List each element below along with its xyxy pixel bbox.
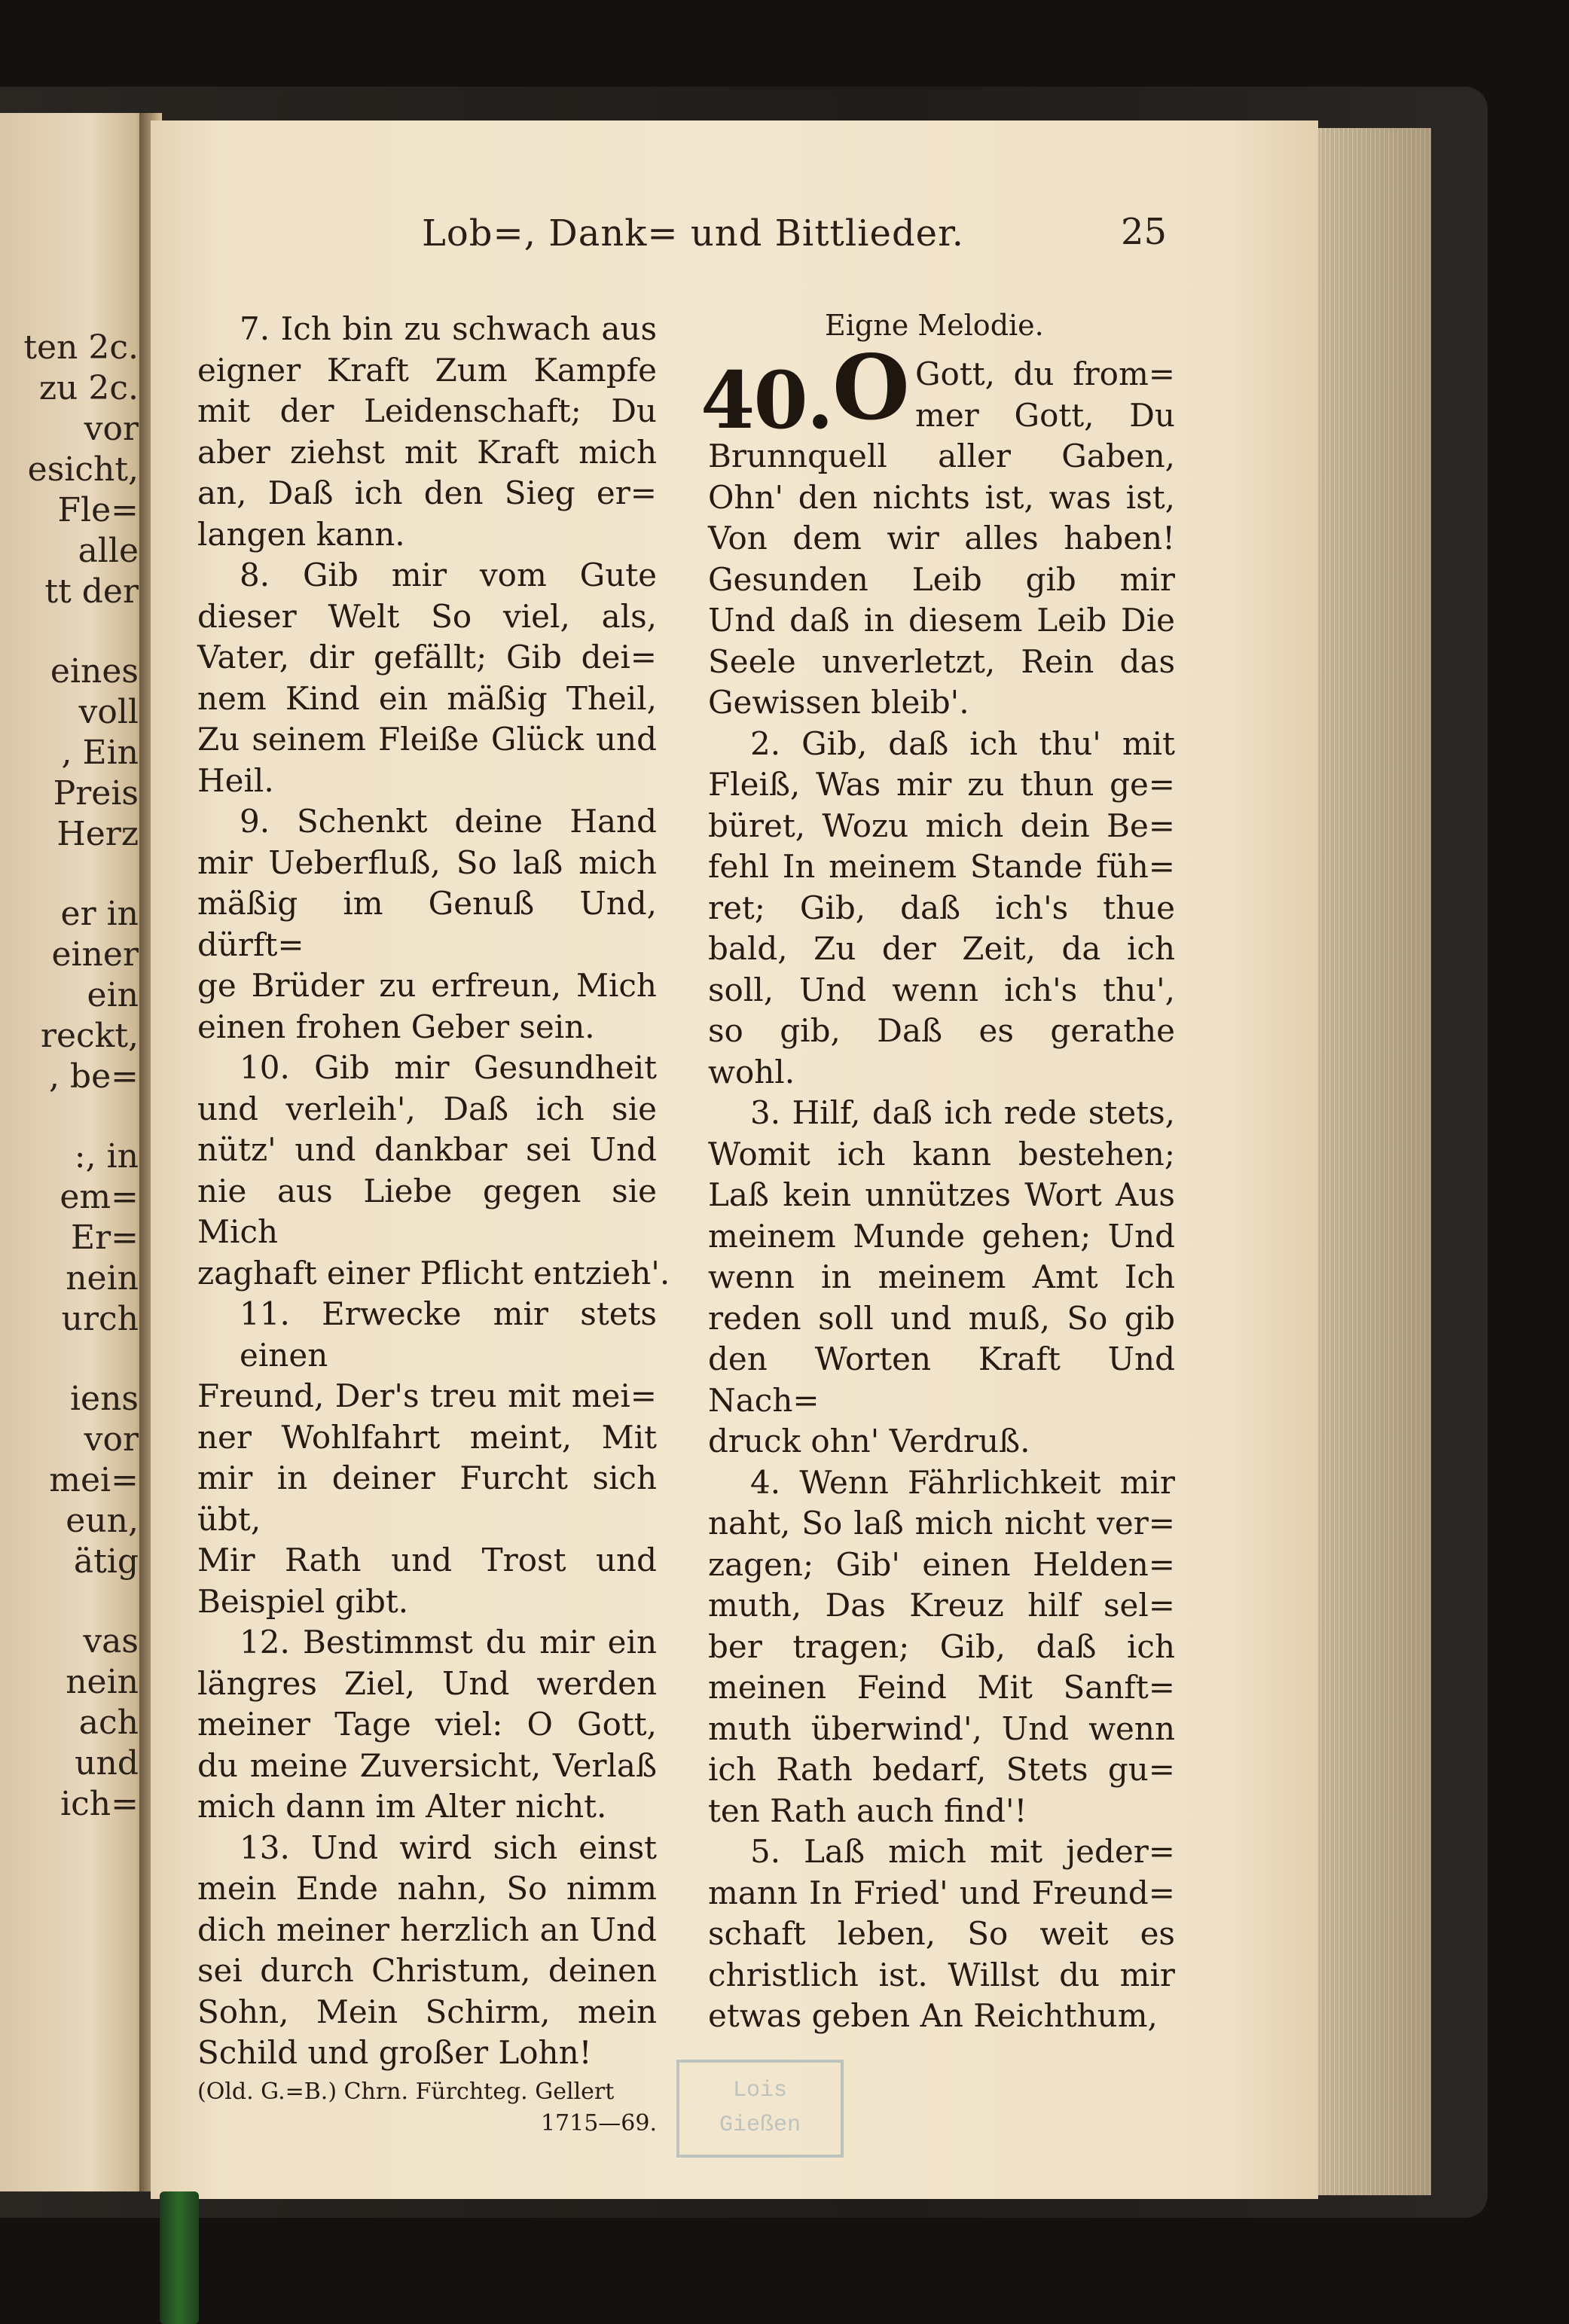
right-column — [708, 436, 1175, 2037]
text-line: 10. Gib mir Gesundheit — [240, 1049, 657, 1086]
text-line: esicht, — [27, 450, 139, 489]
text-line: tt der — [44, 572, 139, 611]
text-line: Laß kein unnützes Wort Aus — [708, 1176, 1175, 1213]
text-line: eigner Kraft Zum Kampfe — [197, 351, 657, 389]
text-line: 13. Und wird sich einst — [240, 1828, 657, 1866]
bookmark-ribbon — [160, 2191, 199, 2324]
text-line: 3. Hilf, daß ich rede stets, — [750, 1094, 1175, 1131]
text-line: einer — [51, 935, 139, 974]
text-line: muth überwind', Und wenn — [708, 1709, 1175, 1747]
text-line: vor — [84, 410, 139, 448]
page-number: 25 — [1121, 211, 1168, 253]
drop-cap-initial: O — [832, 335, 910, 440]
text-line: er in — [60, 895, 139, 933]
text-line: du meine Zuversicht, Verlaß — [197, 1746, 657, 1784]
text-line: dieser Welt So viel, als, — [197, 597, 657, 635]
text-line: Von dem wir alles haben! — [708, 520, 1175, 557]
text-line: büret, Wozu mich dein Be= — [708, 807, 1175, 844]
text-line: Womit ich kann bestehen; — [708, 1135, 1175, 1173]
melody-note: Eigne Melodie. — [825, 309, 1044, 342]
text-line: mir in deiner Furcht sich übt, — [197, 1459, 657, 1538]
text-line: mäßig im Genuß Und, dürft= — [197, 885, 657, 963]
text-line: den Worten Kraft Und Nach= — [708, 1340, 1175, 1419]
text-line: schaft leben, So weit es — [708, 1915, 1175, 1952]
text-line: zu 2c. — [38, 369, 139, 407]
library-stamp — [676, 2060, 844, 2158]
text-line: 2. Gib, daß ich thu' mit — [750, 724, 1175, 762]
text-line: mich dann im Alter nicht. — [197, 1788, 607, 1825]
text-line: meinem Munde gehen; Und — [708, 1217, 1175, 1255]
text-line: Preis — [53, 774, 139, 813]
text-line: nie aus Liebe gegen sie Mich — [197, 1172, 657, 1250]
text-line: iens — [69, 1380, 139, 1418]
text-line: langen kann. — [197, 515, 405, 553]
text-line: :, in — [74, 1137, 139, 1176]
line-gap — [23, 1340, 139, 1379]
text-line: urch — [61, 1300, 139, 1338]
text-line: mann In Fried' und Freund= — [708, 1874, 1175, 1911]
hymn-number: 40. — [701, 354, 832, 447]
text-line: mein Ende nahn, So nimm — [197, 1870, 657, 1907]
left-column — [197, 309, 670, 2137]
text-line: voll — [78, 693, 139, 731]
text-line: nütz' und dankbar sei Und — [197, 1131, 657, 1168]
text-line: 12. Bestimmst du mir ein — [240, 1624, 657, 1661]
author-years: 1715—69. — [540, 2109, 657, 2136]
text-line: ich= — [60, 1785, 139, 1823]
author-attribution: (Old. G.=B.) Chrn. Fürchteg. Gellert — [197, 2078, 615, 2105]
text-line: Sohn, Mein Schirm, mein — [197, 1993, 657, 2030]
text-line: mir Ueberfluß, So laß mich — [197, 843, 657, 881]
text-line: und verleih', Daß ich sie — [197, 1090, 657, 1127]
text-line: mit der Leidenschaft; Du — [197, 392, 657, 429]
text-line: nein — [66, 1663, 139, 1701]
text-line: Ohn' den nichts ist, was ist, — [708, 478, 1175, 516]
text-line: Gewissen bleib'. — [708, 684, 969, 721]
text-line: ich Rath bedarf, Stets gu= — [708, 1751, 1175, 1788]
text-line: und — [75, 1744, 139, 1783]
left-page-text — [23, 328, 139, 1825]
text-line: 7. Ich bin zu schwach aus — [240, 310, 657, 347]
text-line: Herz — [56, 815, 139, 853]
line-gap — [23, 612, 139, 651]
text-line: ätig — [73, 1542, 139, 1581]
text-line: mei= — [49, 1461, 139, 1499]
line-gap — [23, 855, 139, 894]
text-line: Er= — [70, 1218, 139, 1257]
text-line: Gott, du from= — [915, 355, 1175, 392]
text-line: mer Gott, Du — [915, 396, 1175, 434]
text-line: zagen; Gib' einen Helden= — [708, 1545, 1175, 1583]
text-line: meinen Feind Mit Sanft= — [708, 1669, 1175, 1706]
text-line: einen frohen Geber sein. — [197, 1008, 595, 1045]
text-line: 4. Wenn Fährlichkeit mir — [750, 1463, 1175, 1501]
text-line: reckt, — [40, 1017, 139, 1055]
stamp-line: Lois — [732, 2078, 787, 2103]
text-line: eun, — [66, 1502, 139, 1540]
text-line: vas — [83, 1622, 139, 1661]
text-line: meiner Tage viel: O Gott, — [197, 1706, 657, 1743]
page-header: Lob=, Dank= und Bittlieder. — [422, 212, 964, 255]
text-line: ber tragen; Gib, daß ich — [708, 1627, 1175, 1665]
text-line: alle — [78, 532, 139, 570]
text-line: dich meiner herzlich an Und — [197, 1911, 657, 1948]
text-line: ten 2c. — [23, 328, 139, 367]
text-line: so gib, Daß es gerathe — [708, 1012, 1175, 1049]
text-line: naht, So laß mich nicht ver= — [708, 1505, 1175, 1542]
text-line: vor — [84, 1420, 139, 1459]
text-line: Schild und großer Lohn! — [197, 2034, 592, 2071]
text-line: christlich ist. Willst du mir — [708, 1956, 1175, 1993]
text-line: Und daß in diesem Leib Die — [708, 602, 1175, 639]
text-line: , be= — [48, 1057, 139, 1096]
left-page — [0, 113, 151, 2191]
text-line: bald, Zu der Zeit, da ich — [708, 930, 1175, 967]
text-line: fehl In meinem Stande füh= — [708, 848, 1175, 885]
text-line: Seele unverletzt, Rein das — [708, 642, 1175, 680]
text-line: nein — [66, 1259, 139, 1298]
text-line: em= — [60, 1178, 139, 1216]
text-line: muth, Das Kreuz hilf sel= — [708, 1587, 1175, 1624]
text-line: an, Daß ich den Sieg er= — [197, 474, 657, 511]
text-line: 9. Schenkt deine Hand — [240, 803, 657, 840]
text-line: Mir Rath und Trost und — [197, 1542, 657, 1578]
text-line: ge Brüder zu erfreun, Mich — [197, 967, 657, 1004]
hymn-opening-lines — [915, 354, 1175, 436]
text-line: Zu seinem Fleiße Glück und — [197, 721, 657, 758]
text-line: reden soll und muß, So gib — [708, 1299, 1175, 1337]
text-line: 5. Laß mich mit jeder= — [750, 1833, 1175, 1870]
text-line: zaghaft einer Pflicht entzieh'. — [197, 1254, 670, 1292]
text-line: , Ein — [61, 733, 139, 772]
line-gap — [23, 1097, 139, 1136]
text-line: Vater, dir gefällt; Gib dei= — [197, 639, 657, 676]
text-line: nem Kind ein mäßig Theil, — [197, 679, 657, 717]
text-line: längres Ziel, Und werden — [197, 1664, 657, 1702]
text-line: eines — [50, 652, 139, 691]
text-line: Gesunden Leib gib mir — [708, 560, 1175, 598]
text-line: druck ohn' Verdruß. — [708, 1423, 1030, 1459]
page-edges — [1318, 128, 1431, 2195]
text-line: ein — [87, 976, 139, 1014]
text-line: ach — [78, 1703, 139, 1742]
text-line: 11. Erwecke mir stets einen — [240, 1295, 657, 1374]
line-gap — [23, 1582, 139, 1621]
text-line: wohl. — [708, 1053, 795, 1090]
text-line: ret; Gib, daß ich's thue — [708, 889, 1175, 926]
text-line: aber ziehst mit Kraft mich — [197, 433, 657, 471]
text-line: wenn in meinem Amt Ich — [708, 1258, 1175, 1295]
text-line: Freund, Der's treu mit mei= — [197, 1377, 657, 1414]
text-line: ten Rath auch find'! — [708, 1792, 1027, 1829]
text-line: etwas geben An Reichthum, — [708, 1997, 1158, 2034]
text-line: Fleiß, Was mir zu thun ge= — [708, 766, 1175, 803]
text-line: ner Wohlfahrt meint, Mit — [197, 1418, 657, 1456]
stamp-line: Gießen — [719, 2112, 801, 2138]
text-line: 8. Gib mir vom Gute — [240, 557, 657, 593]
text-line: Brunnquell aller Gaben, — [708, 438, 1175, 474]
text-line: soll, Und wenn ich's thu', — [708, 971, 1175, 1008]
text-line: Beispiel gibt. — [197, 1582, 409, 1620]
text-line: sei durch Christum, deinen — [197, 1952, 657, 1989]
text-line: Heil. — [197, 761, 274, 799]
text-line: Fle= — [57, 491, 139, 529]
